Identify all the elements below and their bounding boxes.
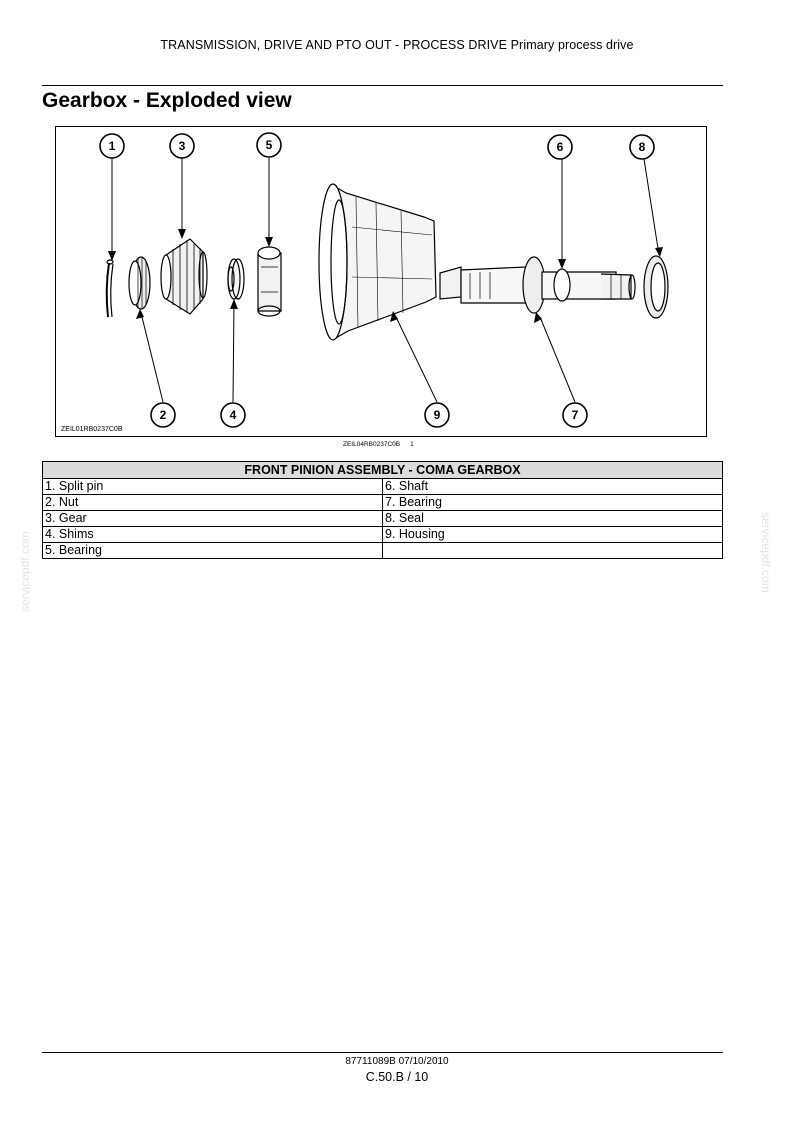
callout-2: 2 [159,408,167,422]
callout-9: 9 [433,408,441,422]
footer-page-number: C.50.B / 10 [365,1070,429,1084]
parts-table [42,461,723,559]
table-cell: 9. Housing [383,527,723,543]
table-row [43,479,723,495]
table-cell: 8. Seal [383,511,723,527]
table-row [43,495,723,511]
footer-rule [42,1052,723,1053]
header-rule [42,85,723,86]
callout-5: 5 [265,138,273,152]
gear-drawing [161,239,207,314]
figure-caption-code: ZEIL04RB0237C0B [343,441,401,448]
callout-8: 8 [638,140,646,154]
watermark-right: servicepdf.com [759,512,773,593]
callout-3: 3 [178,139,186,153]
table-row [43,543,723,559]
parts-table-title: FRONT PINION ASSEMBLY - COMA GEARBOX [43,462,723,479]
table-row [43,527,723,543]
callout-1: 1 [108,139,116,153]
exploded-view-drawing [56,127,706,436]
running-header: TRANSMISSION, DRIVE AND PTO OUT - PROCESS DRIVE Primary process drive [160,38,634,52]
watermark-left: servicepdf.com [18,531,32,612]
table-cell: 5. Bearing [43,543,383,559]
table-cell: 2. Nut [43,495,383,511]
callout-6: 6 [556,140,564,154]
nut-drawing [129,257,150,309]
footer-doc-code: 87711089B 07/10/2010 [345,1056,449,1067]
parts-table-header-row [43,462,723,479]
shims-drawing [228,259,244,299]
exploded-view-figure [55,126,707,437]
split-pin-drawing [107,260,113,317]
figure-caption [343,441,414,448]
housing-drawing [319,184,436,340]
callout-4: 4 [229,408,237,422]
table-cell: 1. Split pin [43,479,383,495]
table-cell [383,543,723,559]
shaft-drawing [440,257,635,313]
callout-7: 7 [571,408,579,422]
table-cell: 7. Bearing [383,495,723,511]
table-cell: 4. Shims [43,527,383,543]
figure-inner-code: ZEIL01RB0237C0B [61,426,123,433]
seal-drawing [644,256,668,318]
bearing-5-drawing [258,247,281,316]
table-cell: 3. Gear [43,511,383,527]
section-title: Gearbox - Exploded view [42,89,292,112]
figure-number: 1 [410,441,414,448]
table-row [43,511,723,527]
table-cell: 6. Shaft [383,479,723,495]
